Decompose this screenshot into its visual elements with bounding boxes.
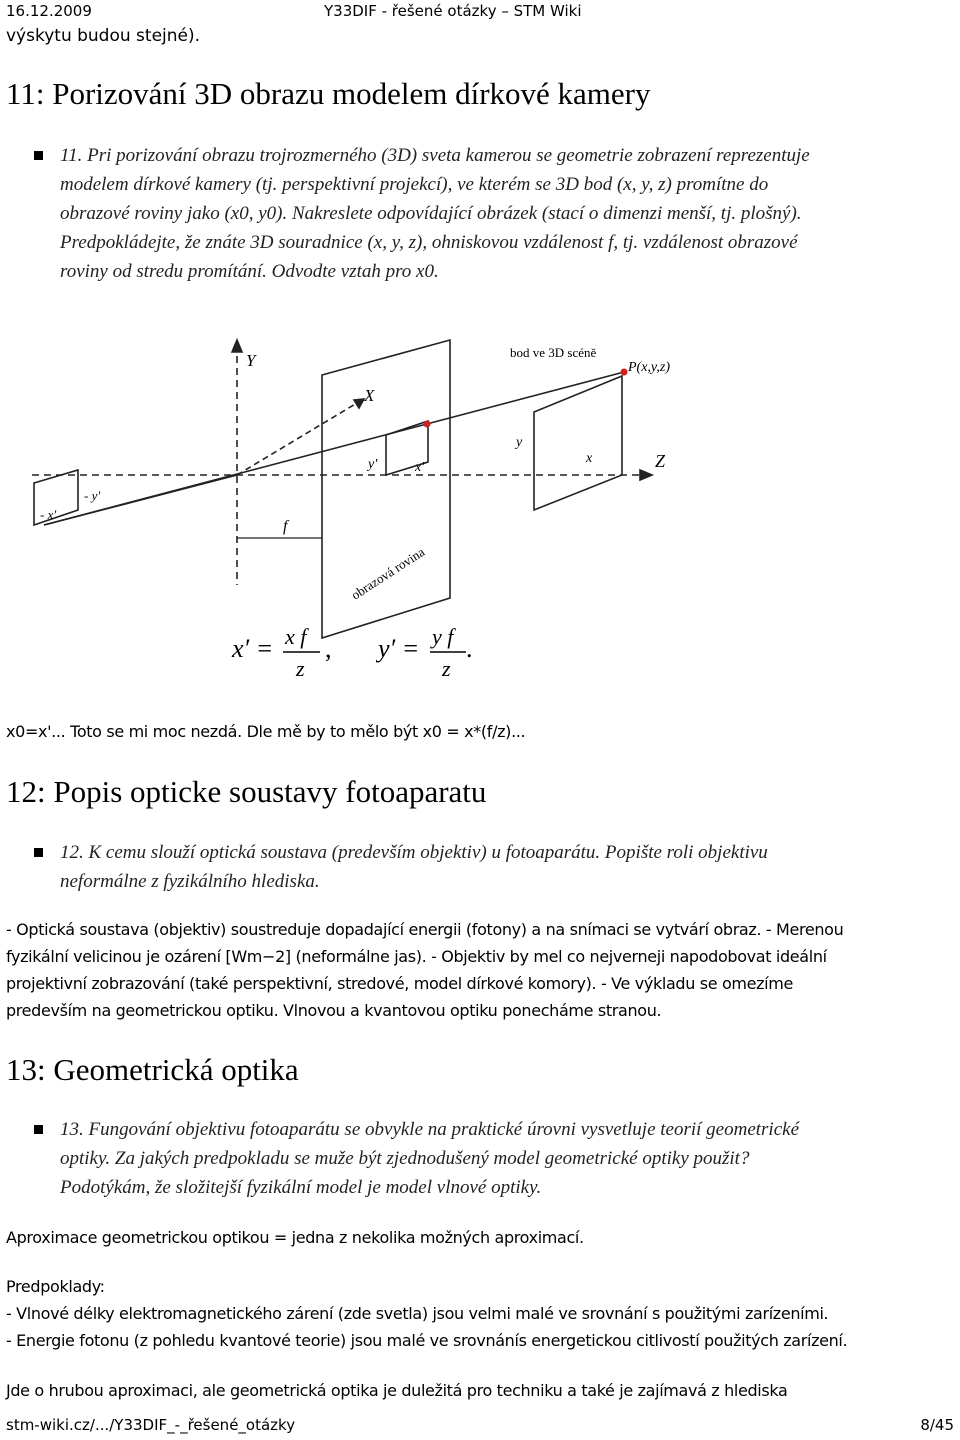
section-11-heading: 11: Porizování 3D obrazu modelem dírkové kamery	[6, 76, 651, 111]
question-11	[60, 141, 955, 286]
question-line: 11. Pri porizování obrazu trojrozmerného (3D) sveta kamerou se geometrie zobrazení reprezentuje	[60, 145, 810, 166]
page-footer	[6, 1416, 954, 1438]
fragment-text: výskytu budou stejné).	[6, 26, 201, 46]
bullet-icon	[34, 848, 43, 857]
answer-12	[6, 916, 951, 1024]
point-label: P(x,y,z)	[628, 360, 670, 375]
formula-x-denominator: z	[296, 656, 305, 681]
question-line: modelem dírkové kamery (tj. perspektivní projekcí), ve kterém se 3D bod (x, y, z) promítne do	[60, 174, 769, 195]
page-url: stm-wiki.cz/.../Y33DIF_-_řešené_otázky	[6, 1416, 296, 1434]
z-axis-label: Z	[655, 451, 666, 471]
y-axis-label: Y	[246, 351, 256, 370]
formula-x-lhs: x′ =	[232, 634, 274, 663]
answer-line: - Optická soustava (objektiv) soustreduje dopadající energii (fotony) a na snímaci se vytvárí obraz. - Merenou	[6, 920, 844, 939]
formula-y-denominator: z	[442, 656, 451, 681]
section-13-heading: 13: Geometrická optika	[6, 1052, 299, 1087]
question-line: 13. Fungování objektivu fotoaparátu se obvykle na praktické úrovni vysvetluje teorií geometrické	[60, 1119, 800, 1140]
answer-line: projektivní zobrazování (také perspektivní, stredové, model dírkové komory). - Ve výkladu se omezíme	[6, 974, 794, 993]
assumptions-line: - Energie fotonu (z pohledu kvantové teorie) jsou malé ve srovnánís energetickou citlivostí použitých zarízení.	[6, 1331, 848, 1350]
image-x-label: x'	[415, 460, 425, 475]
inverted-y-label: - y'	[84, 488, 101, 503]
question-line: Podotýkám, že složitejší fyzikální model je model vlnové optiky.	[60, 1177, 542, 1198]
formula-y-numerator: y f	[432, 624, 454, 649]
question-12	[60, 838, 955, 896]
assumptions-line: Predpoklady:	[6, 1277, 105, 1296]
assumptions-paragraph	[6, 1273, 951, 1354]
bullet-icon	[34, 1125, 43, 1134]
image-plane-label: obrazová rovina	[348, 544, 428, 603]
page-title: Y33DIF - řešené otázky – STM Wiki	[324, 2, 582, 20]
formula-x-numerator: x f	[285, 624, 307, 649]
assumptions-line: - Vlnové délky elektromagnetického zárení (zde svetla) jsou velmi malé ve srovnání s použitými zarízeními.	[6, 1304, 829, 1323]
answer-11: x0=x'... Toto se mi moc nezdá. Dle mě by to mělo být x0 = x*(f/z)...	[6, 722, 526, 741]
conclusion-paragraph: Jde o hrubou aproximaci, ale geometrická optika je duležitá pro techniku a také je zajímavá z hlediska	[6, 1381, 788, 1400]
answer-line: predevším na geometrickou optiku. Vlnovou a kvantovou optiku ponecháme stranou.	[6, 1001, 662, 1020]
question-line: 12. K cemu slouží optická soustava (predevším objektiv) u fotoaparátu. Popište roli objektivu	[60, 842, 768, 863]
formula-y-lhs: y′ =	[378, 634, 420, 663]
question-line: optiky. Za jakých predpokladu se muže být zjednodušený model geometrické optiky použit?	[60, 1148, 750, 1169]
page-header	[6, 2, 954, 24]
answer-line: fyzikální velicinou je ozárení [Wm−2] (neformálne jas). - Objektiv by mel co nejverneji napodobovat ideální	[6, 947, 827, 966]
scene-point-caption: bod ve 3D scéně	[510, 345, 597, 360]
projection-formula	[0, 612, 960, 682]
page-number: 8/45	[920, 1416, 954, 1434]
question-13	[60, 1115, 955, 1202]
image-y-label: y'	[368, 457, 378, 472]
inverted-x-label: - x'	[40, 507, 57, 522]
question-line: neformálne z fyzikálního hlediska.	[60, 871, 320, 892]
bullet-icon	[34, 151, 43, 160]
print-date: 16.12.2009	[6, 2, 92, 20]
approximation-paragraph: Aproximace geometrickou optikou = jedna z nekolika možných aproximací.	[6, 1228, 584, 1247]
question-line: Predpokládejte, že znáte 3D souradnice (x, y, z), ohniskovou vzdálenost f, tj. vzdálenost obrazové	[60, 232, 798, 253]
formula-comma: ,	[325, 634, 332, 663]
focal-length-label: f	[283, 518, 288, 535]
scene-x-label: x	[586, 451, 593, 466]
question-line: obrazové roviny jako (x0, y0). Nakreslete odpovídající obrázek (stací o dimenzi menší, tj. plošný).	[60, 203, 802, 224]
question-line: roviny od stredu promítání. Odvodte vztah pro x0.	[60, 261, 439, 282]
x-axis-label: X	[364, 386, 375, 405]
scene-y-label: y	[516, 435, 523, 450]
formula-dot: .	[466, 634, 473, 663]
section-12-heading: 12: Popis opticke soustavy fotoaparatu	[6, 774, 487, 809]
